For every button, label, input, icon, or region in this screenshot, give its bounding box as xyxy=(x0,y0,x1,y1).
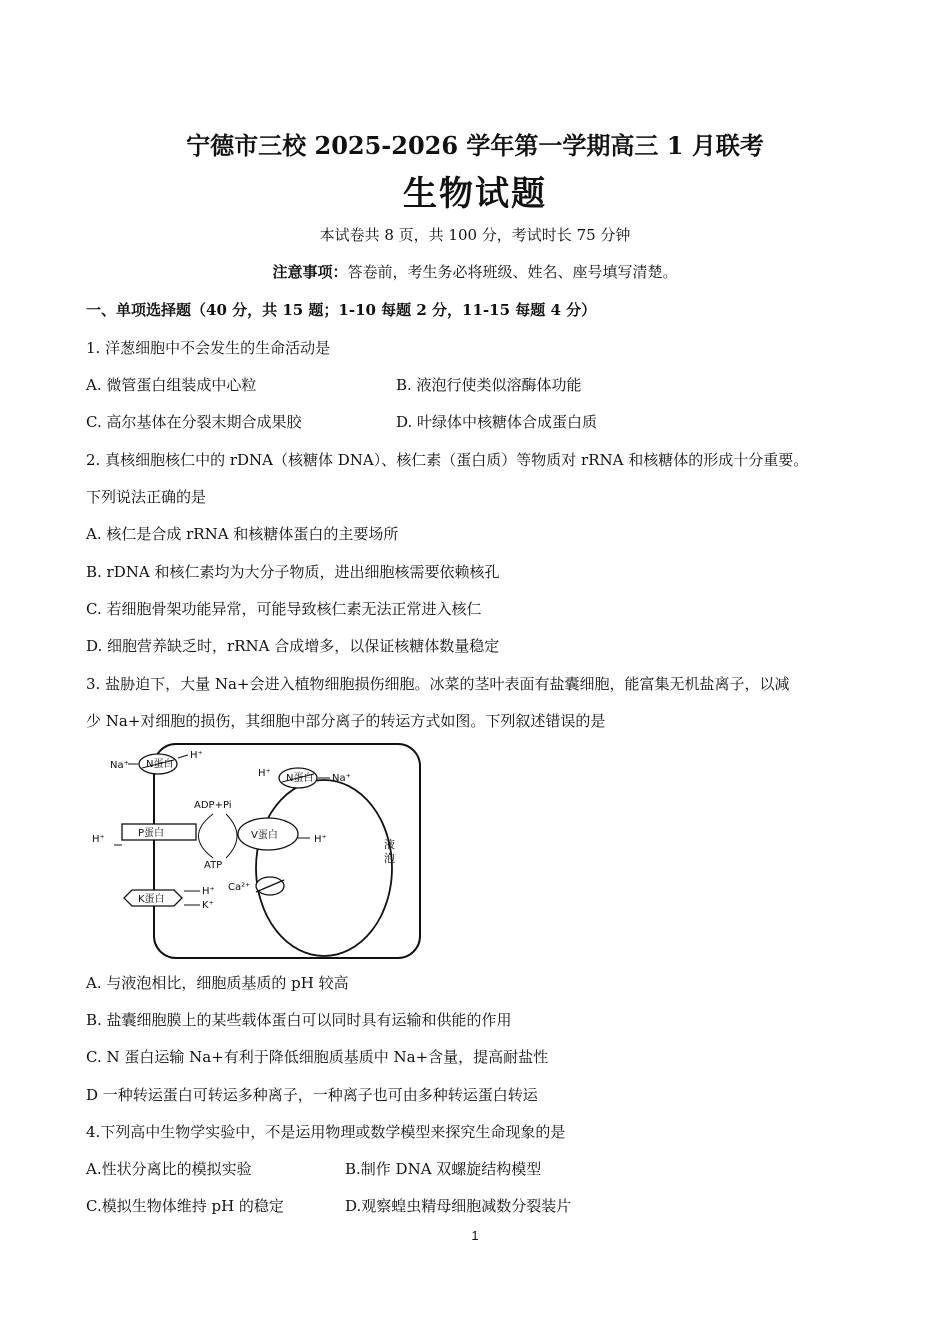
q3-option-c: C. N 蛋白运输 Na+有利于降低细胞质基质中 Na+含量，提高耐盐性 xyxy=(86,1048,549,1066)
h-top-label: H⁺ xyxy=(190,750,203,761)
q1-stem: 1. 洋葱细胞中不会发生的生命活动是 xyxy=(86,339,331,357)
notice xyxy=(0,261,950,282)
notice-text: 答卷前，考生务必将班级、姓名、座号填写清楚。 xyxy=(347,263,678,281)
q3-stem-line1: 3. 盐胁迫下，大量 Na+会进入植物细胞损伤细胞。冰菜的茎叶表面有盐囊细胞，能富集无机盐离子，以减 xyxy=(86,675,790,693)
n-protein-vacuole-label: N蛋白 xyxy=(286,773,314,784)
vacuole-membrane xyxy=(256,780,392,956)
q2-option-c: C. 若细胞骨架功能异常，可能导致核仁素无法正常进入核仁 xyxy=(86,600,482,618)
q2-stem-line2: 下列说法正确的是 xyxy=(86,488,207,506)
q2-option-a: A. 核仁是合成 rRNA 和核糖体蛋白的主要场所 xyxy=(86,525,399,543)
q1-option-d: D. 叶绿体中核糖体合成蛋白质 xyxy=(396,413,598,431)
q3-option-b: B. 盐囊细胞膜上的某些载体蛋白可以同时具有运输和供能的作用 xyxy=(86,1011,512,1029)
q2-stem-line1: 2. 真核细胞核仁中的 rDNA（核糖体 DNA）、核仁素（蛋白质）等物质对 rRNA 和核糖体的形成十分重要。 xyxy=(86,451,809,469)
k-protein-label: K蛋白 xyxy=(138,894,165,905)
atp-label: ATP xyxy=(204,860,223,871)
section-heading: 一、单项选择题（40 分，共 15 题；1-10 每题 2 分，11-15 每题 4 分） xyxy=(86,301,597,319)
q1-option-a: A. 微管蛋白组装成中心粒 xyxy=(86,376,257,394)
exam-title: 宁德市三校 2025-2026 学年第一学期高三 1 月联考 xyxy=(186,131,764,160)
h-k-label: H⁺ xyxy=(202,886,215,897)
q2-option-b: B. rDNA 和核仁素均为大分子物质，进出细胞核需要依赖核孔 xyxy=(86,563,500,581)
q4-option-a: A.性状分离比的模拟实验 xyxy=(86,1160,252,1178)
atp-cycle-right-arc xyxy=(226,814,237,858)
q4-stem: 4.下列高中生物学实验中，不是运用物理或数学模型来探究生命现象的是 xyxy=(86,1123,566,1141)
ion-transport-diagram xyxy=(88,738,428,963)
subject-title: 生物试题 xyxy=(403,174,547,214)
na-outside-label: Na⁺ xyxy=(110,760,129,771)
h-right-label: H⁺ xyxy=(314,834,327,845)
ca-label: Ca²⁺ xyxy=(228,882,251,893)
adp-label: ADP+Pi xyxy=(194,800,232,811)
atp-cycle-left-arc xyxy=(199,814,214,858)
q4-option-b: B.制作 DNA 双螺旋结构模型 xyxy=(345,1160,542,1178)
q3-stem-line2: 少 Na+对细胞的损伤，其细胞中部分离子的转运方式如图。下列叙述错误的是 xyxy=(86,712,606,730)
h-left-label: H⁺ xyxy=(92,834,105,845)
n-protein-cell-label: N蛋白 xyxy=(146,759,174,770)
q4-option-c: C.模拟生物体维持 pH 的稳定 xyxy=(86,1197,284,1215)
q1-option-c: C. 高尔基体在分裂末期合成果胶 xyxy=(86,413,302,431)
v-protein-label: V蛋白 xyxy=(251,830,278,841)
q2-option-d: D. 细胞营养缺乏时，rRNA 合成增多，以保证核糖体数量稳定 xyxy=(86,637,500,655)
page-number: 1 xyxy=(471,1228,479,1243)
vacuole-label-2: 泡 xyxy=(384,852,395,865)
q3-option-a: A. 与液泡相比，细胞质基质的 pH 较高 xyxy=(86,974,349,992)
h-vacuole-label: H⁺ xyxy=(258,768,271,779)
notice-label: 注意事项： xyxy=(272,263,348,281)
q4-option-d: D.观察蝗虫精母细胞减数分裂装片 xyxy=(345,1197,572,1215)
na-vacuole-label: Na⁺ xyxy=(332,773,351,784)
p-protein-label: P蛋白 xyxy=(138,828,165,839)
exam-info: 本试卷共 8 页，共 100 分，考试时长 75 分钟 xyxy=(319,226,631,244)
q1-option-b: B. 液泡行使类似溶酶体功能 xyxy=(396,376,582,394)
k-ion-label: K⁺ xyxy=(202,900,214,911)
h-top-arrow xyxy=(178,755,188,758)
q3-option-d: D 一种转运蛋白可转运多种离子，一种离子也可由多种转运蛋白转运 xyxy=(86,1086,538,1104)
vacuole-label-1: 液 xyxy=(384,838,395,851)
